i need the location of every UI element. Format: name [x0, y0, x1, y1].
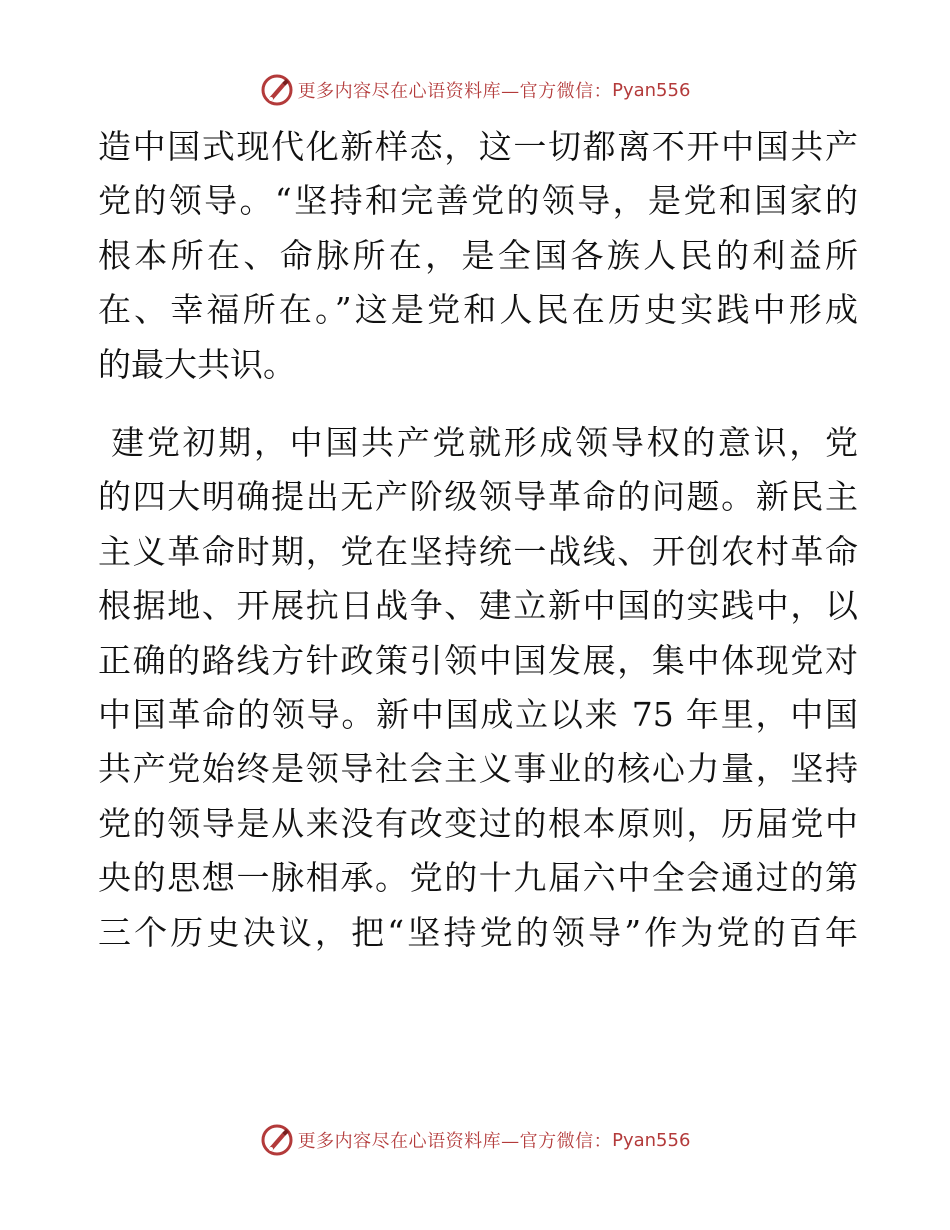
text-line: 的最大共识。 — [98, 344, 296, 384]
body-text — [98, 120, 858, 960]
footer-banner-text: 更多内容尽在心语资料库—官方微信： — [297, 1131, 613, 1152]
text-line: 根据地、开展抗日战争、建立新中国的实践中，以 — [98, 586, 858, 626]
text-line: 正确的路线方针政策引领中国发展，集中体现党对 — [98, 640, 858, 680]
pen-logo-icon — [260, 1123, 294, 1157]
text-line: 中国革命的领导。新中国成立以来 75 年里，中国 — [98, 695, 858, 735]
text-line: 党的领导。“坚持和完善党的领导，是党和国家的 — [98, 181, 858, 221]
text-line: 共产党始终是领导社会主义事业的核心力量，坚持 — [98, 749, 858, 789]
paragraph-1 — [98, 120, 858, 392]
text-line: 党的领导是从来没有改变过的根本原则，历届党中 — [98, 803, 858, 843]
text-line: 的四大明确提出无产阶级领导革命的问题。新民主 — [98, 477, 858, 517]
text-line: 根本所在、命脉所在，是全国各族人民的利益所 — [98, 235, 858, 275]
footer-banner-account: Pyan556 — [612, 1129, 691, 1151]
header-banner — [0, 70, 950, 110]
pen-logo-icon — [260, 73, 294, 107]
text-line: 在、幸福所在。”这是党和人民在历史实践中形成 — [98, 290, 858, 330]
paragraph-2 — [98, 416, 858, 960]
text-line: 主义革命时期，党在坚持统一战线、开创农村革命 — [98, 531, 858, 571]
footer-banner — [0, 1120, 950, 1160]
text-line: 建党初期，中国共产党就形成领导权的意识，党 — [98, 423, 858, 463]
header-banner-text: 更多内容尽在心语资料库—官方微信： — [297, 81, 613, 102]
text-line: 央的思想一脉相承。党的十九届六中全会通过的第 — [98, 858, 858, 898]
header-banner-account: Pyan556 — [612, 79, 691, 101]
text-line: 造中国式现代化新样态，这一切都离不开中国共产 — [98, 127, 858, 166]
text-line: 三个历史决议，把“坚持党的领导”作为党的百年 — [98, 912, 858, 952]
